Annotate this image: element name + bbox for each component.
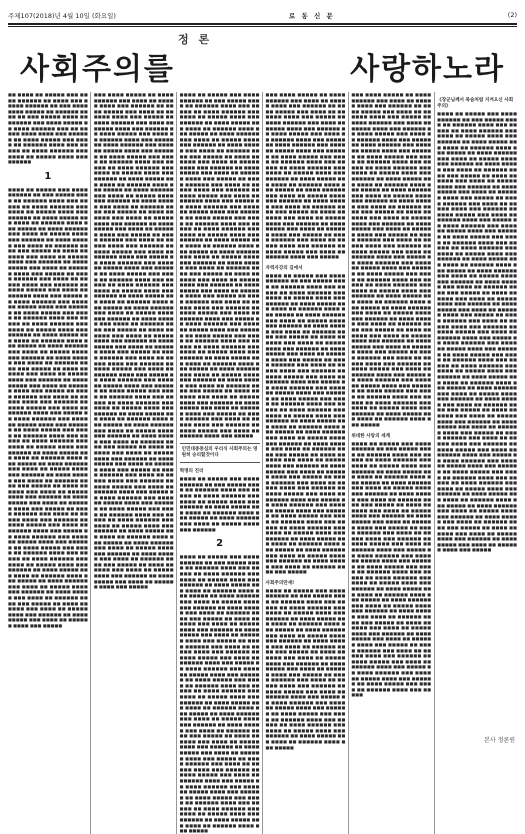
article-kicker: 정 론: [178, 33, 213, 46]
masthead: [8, 8, 517, 22]
column-1: [8, 92, 88, 834]
column-6: [437, 92, 517, 834]
body-text: ■■■■ ■■ ■■■■■ ■■■ ■■■■ ■■■■■■ ■■ ■■■ ■■■■■ ■■■■ ■■ ■■■■■■ ■■■■ ■■■ ■■■■■ ■■ ■■■■ ■■■■■■ ■■■ ■■■■ ■■ ■■■■■ ■■■■ ■■■ ■■■■■■ ■■ ■■■■ ■■■■■ ■■■ ■■■■ ■■ ■■■■■■ ■■■■ ■■■ ■■■■■ ■■ ■■■■ ■■■■■■ ■■■ ■■■■ ■■ ■■■■■ ■■■■ ■■■ ■■■■■■ ■■ ■■■■ ■■■■■ ■■■ ■■■■ ■■ ■■■■■■ ■■■■ ■■■ ■■■■■ ■■ ■■■■ ■■■■■■ ■■■ ■■■■ ■■ ■■■■■ ■■■■ ■■■ ■■■■■■ ■■ ■■■■ ■■■■■ ■■■ ■■■■ ■■ ■■■■■■ ■■■■ ■■■ ■■■■■ ■■ ■■■■ ■■■■■■ ■■■ ■■■■ ■■ ■■■■■ ■■■■ ■■■ ■■■■■■ ■■ ■■■■ ■■■■■ ■■■ ■■■■ ■■ ■■■■■■ ■■■■ ■■■ ■■■■■ ■■ ■■■■ ■■■■■■ ■■■ ■■■■ ■■ ■■■■■ ■■■■ ■■■ ■■■■■■ ■■ ■■■■ ■■■■■ ■■■ ■■■■ ■■ ■■■■■■ ■■■■ ■■■ ■■■■■ ■■ ■■■■ ■■■■■■ ■■■ ■■■■ ■■ ■■■■■ ■■■■ ■■■ ■■■■■■ ■■ ■■■■ ■■■■■ ■■■ ■■■■ ■■ ■■■■■■ ■■■■ ■■■ ■■■■■ ■■ ■■■■ ■■■■■■ ■■■ ■■■■ ■■ ■■■■■ ■■■■ ■■■ ■■■■■■ ■■ ■■■■ ■■■■■ ■■■ ■■■■ ■■ ■■■■■■ ■■■■ ■■■ ■■■■■ ■■ ■■■■ ■■■■■■ ■■■ ■■■■ ■■ ■■■■■ ■■■■ ■■■ ■■■■■■ ■■ ■■■■ ■■■■■ ■■■ ■■■■ ■■ ■■■■■■ ■■■■ ■■■ ■■■■■ ■■ ■■■■ ■■■■■■ ■■■ ■■■■ ■■ ■■■■■ ■■■■ ■■■ ■■■■■■ ■■ ■■■■ ■■■■■ ■■■ ■■■■ ■■ ■■■■■■ ■■■■ ■■■ ■■■■■ ■■ ■■■■ ■■■■■■ ■■■ ■■■■ ■■ ■■■■■ ■■■■ ■■■ ■■■■■■ ■■ ■■■■ ■■■■■ ■■■ ■■■■ ■■ ■■■■■■ ■■■■ ■■■ ■■■■■ ■■ ■■■■ ■■■■■■ ■■■ ■■■■ ■■ ■■■■■ ■■■■ ■■■ ■■■■■■ ■■ ■■■■ ■■■■■ ■■■ ■■■■ ■■ ■■■■■■ ■■■■ ■■■ ■■■■■ ■■ ■■■■ ■■■■■■ ■■■ ■■■■ ■■ ■■■■■ ■■■■ ■■■ ■■■■■■ ■■ ■■■■ ■■■■■ ■■■ ■■■■ ■■ ■■■■■■ ■■■■ ■■■ ■■■■■: [265, 272, 346, 575]
body-text: ■■■■ ■■ ■■■■■ ■■■ ■■■■ ■■■■■■ ■■ ■■■ ■■■■■ ■■■■ ■■ ■■■■■■ ■■■■ ■■■ ■■■■■ ■■ ■■■■ ■■■■■■ ■■■ ■■■■ ■■ ■■■■■ ■■■■ ■■■ ■■■■■■ ■■ ■■■■ ■■■■■ ■■■ ■■■■ ■■ ■■■■■■ ■■■■ ■■■ ■■■■■ ■■ ■■■■ ■■■■■■ ■■■ ■■■■ ■■ ■■■■■ ■■■■ ■■■ ■■■■■■ ■■ ■■■■ ■■■■■ ■■■ ■■■■ ■■ ■■■■■■ ■■■■ ■■■ ■■■■■ ■■ ■■■■ ■■■■■■ ■■■ ■■■■ ■■ ■■■■■ ■■■■ ■■■ ■■■■■■ ■■ ■■■■ ■■■■■ ■■■ ■■■■ ■■ ■■■■■■ ■■■■ ■■■ ■■■■■ ■■ ■■■■ ■■■■■■ ■■■ ■■■■ ■■ ■■■■■ ■■■■ ■■■ ■■■■■■ ■■ ■■■■ ■■■■■ ■■■ ■■■■ ■■ ■■■■■■ ■■■■ ■■■ ■■■■■ ■■ ■■■■ ■■■■■■ ■■■ ■■■■ ■■ ■■■■■ ■■■■ ■■■ ■■■■■■ ■■ ■■■■ ■■■■■ ■■■ ■■■■ ■■ ■■■■■■ ■■■■ ■■■ ■■■■■ ■■ ■■■■ ■■■■■■ ■■■ ■■■■ ■■ ■■■■■ ■■■■ ■■■ ■■■■■■ ■■ ■■■■ ■■■■■ ■■■ ■■■■ ■■ ■■■■■■ ■■■■ ■■■ ■■■■■ ■■ ■■■■ ■■■■■■ ■■■ ■■■■ ■■ ■■■■■ ■■■■ ■■■ ■■■■■■ ■■ ■■■■ ■■■■■ ■■■ ■■■■ ■■ ■■■■■■ ■■■■ ■■■ ■■■■■ ■■ ■■■■ ■■■■■■ ■■■ ■■■■ ■■ ■■■■■ ■■■■ ■■■ ■■■■■■ ■■ ■■■■ ■■■■■ ■■■ ■■■■ ■■ ■■■■■■ ■■■■ ■■■ ■■■■■ ■■ ■■■■ ■■■■■■ ■■■ ■■■■ ■■ ■■■■■ ■■■■ ■■■ ■■■■■■ ■■ ■■■■ ■■■■■ ■■■ ■■■■ ■■ ■■■■■■ ■■■■ ■■■ ■■■■■ ■■ ■■■■ ■■■■■■ ■■■ ■■■■ ■■ ■■■■■ ■■■■ ■■■ ■■■■■■ ■■ ■■■■ ■■■■■ ■■■ ■■■■ ■■ ■■■■■■ ■■■■ ■■■ ■■■■■ ■■ ■■■■ ■■■■■■ ■■■ ■■■■ ■■ ■■■■■ ■■■■ ■■■ ■■■■■■ ■■ ■■■■ ■■■■■ ■■■ ■■■■ ■■ ■■■■■■ ■■■■ ■■■ ■■■■■ ■■ ■■■■ ■■■■■■ ■■■ ■■■■ ■■ ■■■■■ ■■■■ ■■■ ■■■■■■ ■■ ■■■■ ■■■■■ ■■■ ■■■■ ■■ ■■■■■■ ■■■■ ■■■ ■■■■■ ■■ ■■■■ ■■■■■■ ■■■ ■■■■ ■■ ■■■■■ ■■■■ ■■■ ■■■■■■ ■■ ■■■■ ■■■■■ ■■■ ■■■■ ■■ ■■■■■■ ■■■■ ■■■ ■■■■■ ■■ ■■■■ ■■■■■■ ■■■ ■■■■ ■■ ■■■■■ ■■■■ ■■■ ■■■■■■ ■■ ■■■■ ■■■■■ ■■■ ■■■■ ■■ ■■■■■■ ■■■■ ■■■ ■■■■■: [179, 92, 260, 439]
body-text: ■■■■ ■■ ■■■■■ ■■■ ■■■■ ■■■■■■ ■■ ■■■ ■■■■■ ■■■■ ■■ ■■■■■■ ■■■■ ■■■ ■■■■■ ■■ ■■■■ ■■■■■■ ■■■ ■■■■ ■■ ■■■■■ ■■■■ ■■■ ■■■■■■ ■■ ■■■■ ■■■■■ ■■■ ■■■■ ■■ ■■■■■■ ■■■■ ■■■ ■■■■■ ■■ ■■■■ ■■■■■■ ■■■ ■■■■ ■■ ■■■■■ ■■■■ ■■■ ■■■■■■ ■■ ■■■■ ■■■■■ ■■■ ■■■■ ■■ ■■■■■■ ■■■■ ■■■ ■■■■■ ■■ ■■■■ ■■■■■■ ■■■ ■■■■ ■■ ■■■■■ ■■■■ ■■■ ■■■■■■ ■■ ■■■■ ■■■■■ ■■■ ■■■■ ■■ ■■■■■■ ■■■■ ■■■ ■■■■■ ■■ ■■■■ ■■■■■■ ■■■ ■■■■ ■■ ■■■■■ ■■■■ ■■■ ■■■■■■ ■■ ■■■■ ■■■■■ ■■■ ■■■■ ■■ ■■■■■■ ■■■■ ■■■ ■■■■■ ■■ ■■■■ ■■■■■■ ■■■ ■■■■ ■■ ■■■■■ ■■■■ ■■■ ■■■■■■ ■■ ■■■■ ■■■■■ ■■■ ■■■■ ■■ ■■■■■■ ■■■■ ■■■ ■■■■■ ■■ ■■■■ ■■■■■■ ■■■ ■■■■ ■■ ■■■■■ ■■■■ ■■■ ■■■■■■ ■■ ■■■■ ■■■■■ ■■■ ■■■■ ■■ ■■■■■■ ■■■■ ■■■ ■■■■■ ■■ ■■■■ ■■■■■■ ■■■ ■■■■ ■■ ■■■■■ ■■■■ ■■■ ■■■■■■ ■■ ■■■■ ■■■■■ ■■■ ■■■■ ■■ ■■■■■■ ■■■■ ■■■ ■■■■■ ■■ ■■■■ ■■■■■■ ■■■ ■■■■ ■■ ■■■■■ ■■■■ ■■■ ■■■■■■ ■■ ■■■■ ■■■■■ ■■■ ■■■■ ■■ ■■■■■■ ■■■■ ■■■ ■■■■■ ■■ ■■■■ ■■■■■■ ■■■ ■■■■ ■■ ■■■■■ ■■■■ ■■■ ■■■■■■ ■■ ■■■■ ■■■■■ ■■■ ■■■■ ■■ ■■■■■■ ■■■■ ■■■ ■■■■■ ■■ ■■■■ ■■■■■■ ■■■ ■■■■ ■■ ■■■■■ ■■■■ ■■■ ■■■■■■ ■■ ■■■■ ■■■■■ ■■■ ■■■■ ■■ ■■■■■■ ■■■■ ■■■ ■■■■■: [351, 440, 432, 698]
body-text: ■■■■ ■■ ■■■■■ ■■■ ■■■■ ■■■■■■ ■■ ■■■ ■■■■■ ■■■■ ■■ ■■■■■■ ■■■■ ■■■ ■■■■■ ■■ ■■■■ ■■■■■■ ■■■ ■■■■ ■■ ■■■■■ ■■■■ ■■■ ■■■■■■ ■■ ■■■■ ■■■■■ ■■■ ■■■■ ■■ ■■■■■■ ■■■■ ■■■ ■■■■■ ■■ ■■■■ ■■■■■■ ■■■ ■■■■ ■■ ■■■■■ ■■■■ ■■■ ■■■■■■ ■■ ■■■■ ■■■■■ ■■■ ■■■■ ■■ ■■■■■■ ■■■■ ■■■ ■■■■■ ■■ ■■■■ ■■■■■■ ■■■ ■■■■ ■■ ■■■■■ ■■■■ ■■■ ■■■■■■ ■■ ■■■■ ■■■■■ ■■■ ■■■■ ■■ ■■■■■■ ■■■■ ■■■ ■■■■■ ■■ ■■■■ ■■■■■■ ■■■ ■■■■ ■■ ■■■■■ ■■■■ ■■■ ■■■■■■ ■■ ■■■■ ■■■■■ ■■■ ■■■■ ■■ ■■■■■■ ■■■■ ■■■ ■■■■■ ■■ ■■■■ ■■■■■■ ■■■ ■■■■ ■■ ■■■■■ ■■■■ ■■■ ■■■■■■ ■■ ■■■■ ■■■■■ ■■■ ■■■■ ■■ ■■■■■■ ■■■■ ■■■ ■■■■■ ■■ ■■■■ ■■■■■■ ■■■ ■■■■ ■■ ■■■■■ ■■■■ ■■■ ■■■■■■ ■■ ■■■■ ■■■■■ ■■■ ■■■■ ■■ ■■■■■■ ■■■■ ■■■ ■■■■■ ■■ ■■■■ ■■■■■■ ■■■ ■■■■ ■■ ■■■■■ ■■■■ ■■■ ■■■■■■ ■■ ■■■■ ■■■■■ ■■■ ■■■■ ■■ ■■■■■■ ■■■■ ■■■ ■■■■■ ■■ ■■■■ ■■■■■■ ■■■ ■■■■ ■■ ■■■■■ ■■■■ ■■■ ■■■■■■ ■■ ■■■■ ■■■■■ ■■■ ■■■■ ■■ ■■■■■■ ■■■■ ■■■ ■■■■■ ■■ ■■■■ ■■■■■■ ■■■ ■■■■ ■■ ■■■■■ ■■■■ ■■■ ■■■■■■ ■■ ■■■■ ■■■■■ ■■■ ■■■■ ■■ ■■■■■■ ■■■■ ■■■ ■■■■■ ■■ ■■■■ ■■■■■■ ■■■ ■■■■ ■■ ■■■■■ ■■■■ ■■■ ■■■■■■ ■■ ■■■■ ■■■■■ ■■■ ■■■■ ■■ ■■■■■■ ■■■■ ■■■ ■■■■■ ■■ ■■■■ ■■■■■■ ■■■ ■■■■ ■■ ■■■■■ ■■■■ ■■■ ■■■■■■ ■■ ■■■■ ■■■■■ ■■■ ■■■■ ■■ ■■■■■■ ■■■■ ■■■ ■■■■■: [179, 554, 260, 834]
body-text: ■■ ■■■■ ■■ ■■■■■ ■■■ ■■■■ ■■■■■■ ■■ ■■■■ ■■■ ■■■■■ ■■■■■■ ■■ ■■■ ■■■■ ■■■■ ■■■■■ ■■ ■■■■■■ ■■■■ ■■ ■■■ ■■■■■ ■■■■ ■■ ■■■■■■ ■■■ ■■■■ ■■■■■ ■■ ■■■■ ■■■■■■ ■■■ ■■ ■■■■■ ■■■■ ■■■■ ■■■ ■■■■■■ ■■ ■■■■ ■■■■■ ■■■ ■■■■ ■■ ■■■■■■ ■■■■ ■■■ ■■■■■ ■■ ■■■■ ■■■■■■ ■■■ ■■■■ ■■ ■■■■■ ■■■■ ■■■ ■■■■■■: [8, 92, 88, 165]
subheading: 위대한 사랑의 세계: [351, 433, 391, 439]
body-text: ■■■ ■■■■ ■■■■■ ■■ ■■■■ ■■■■■■ ■■■ ■■■■ ■■ ■■■■■ ■■■■ ■■■ ■■■■■■ ■■ ■■■■ ■■■■■ ■■■ ■■■■ ■■ ■■■■■■ ■■■■ ■■■ ■■■■■ ■■ ■■■■ ■■■■■■ ■■■ ■■■■ ■■ ■■■■■ ■■■■ ■■■ ■■■■■■ ■■ ■■■■ ■■■■■ ■■■ ■■■■ ■■ ■■■■■■ ■■■■ ■■■ ■■■■■ ■■ ■■■■ ■■■■■■ ■■■ ■■■■ ■■ ■■■■■ ■■■■ ■■■ ■■■■■■ ■■ ■■■■ ■■■■■ ■■■ ■■■■ ■■ ■■■■■■ ■■■■ ■■■ ■■■■■ ■■ ■■■■ ■■■■■■ ■■■ ■■■■ ■■ ■■■■■ ■■■■ ■■■ ■■■■■■ ■■ ■■■■ ■■■■■ ■■■ ■■■■ ■■ ■■■■■■ ■■■■ ■■■ ■■■■■ ■■ ■■■■ ■■■■■■ ■■■ ■■■■ ■■ ■■■■■ ■■■■ ■■■ ■■■■■■ ■■ ■■■■ ■■■■■ ■■■ ■■■■ ■■ ■■■■■■ ■■■■ ■■■ ■■■■■ ■■ ■■■■ ■■■■■■ ■■■ ■■■■ ■■ ■■■■■ ■■■■ ■■■ ■■■■■■ ■■ ■■■■ ■■■■■ ■■■ ■■■■ ■■ ■■■■■■ ■■■■ ■■■ ■■■■■ ■■ ■■■■ ■■■■■■ ■■■ ■■■■ ■■ ■■■■■ ■■■■ ■■■ ■■■■■■ ■■ ■■■■ ■■■■■ ■■■ ■■■■ ■■ ■■■■■■ ■■■■ ■■■ ■■■■■: [265, 92, 346, 260]
column-4: [266, 92, 346, 834]
body-text: ■■■■ ■■ ■■■■■ ■■■ ■■■■ ■■■■■■ ■■ ■■■ ■■■■■ ■■■■ ■■ ■■■■■■ ■■■■ ■■■ ■■■■■ ■■ ■■■■ ■■■■■■ ■■■ ■■■■ ■■ ■■■■■ ■■■■ ■■■ ■■■■■■ ■■ ■■■■ ■■■■■ ■■■ ■■■■ ■■ ■■■■■■ ■■■■ ■■■ ■■■■■ ■■ ■■■■ ■■■■■■ ■■■ ■■■■ ■■ ■■■■■ ■■■■ ■■■ ■■■■■■ ■■ ■■■■ ■■■■■ ■■■ ■■■■ ■■ ■■■■■■ ■■■■ ■■■ ■■■■■ ■■ ■■■■ ■■■■■■ ■■■ ■■■■ ■■ ■■■■■ ■■■■ ■■■ ■■■■■■ ■■ ■■■■ ■■■■■ ■■■ ■■■■ ■■ ■■■■■■ ■■■■ ■■■ ■■■■■ ■■ ■■■■ ■■■■■■ ■■■ ■■■■ ■■ ■■■■■ ■■■■ ■■■ ■■■■■■ ■■ ■■■■ ■■■■■ ■■■ ■■■■ ■■ ■■■■■■ ■■■■ ■■■ ■■■■■ ■■ ■■■■ ■■■■■■ ■■■ ■■■■ ■■ ■■■■■ ■■■■ ■■■ ■■■■■■ ■■ ■■■■ ■■■■■ ■■■ ■■■■ ■■ ■■■■■■ ■■■■ ■■■ ■■■■■ ■■ ■■■■ ■■■■■■ ■■■ ■■■■ ■■ ■■■■■ ■■■■ ■■■ ■■■■■■ ■■ ■■■■ ■■■■■ ■■■ ■■■■ ■■ ■■■■■■ ■■■■ ■■■ ■■■■■: [265, 587, 346, 750]
body-text: ■■■ ■■■■ ■■■■■ ■■ ■■■■ ■■■■■■ ■■■ ■■■■ ■■ ■■■■■ ■■■■ ■■■ ■■■■■■ ■■ ■■■■ ■■■■■ ■■■ ■■■■ ■■ ■■■■■■ ■■■■ ■■■ ■■■■■ ■■ ■■■■ ■■■■■■ ■■■ ■■■■ ■■ ■■■■■ ■■■■ ■■■ ■■■■■■ ■■ ■■■■ ■■■■■ ■■■ ■■■■ ■■ ■■■■■■ ■■■■ ■■■ ■■■■■ ■■ ■■■■ ■■■■■■ ■■■ ■■■■ ■■ ■■■■■ ■■■■ ■■■ ■■■■■■ ■■ ■■■■ ■■■■■ ■■■ ■■■■ ■■ ■■■■■■ ■■■■ ■■■ ■■■■■ ■■ ■■■■ ■■■■■■ ■■■ ■■■■ ■■ ■■■■■ ■■■■ ■■■ ■■■■■■ ■■ ■■■■ ■■■■■ ■■■ ■■■■ ■■ ■■■■■■ ■■■■ ■■■ ■■■■■ ■■ ■■■■ ■■■■■■ ■■■ ■■■■ ■■ ■■■■■ ■■■■ ■■■ ■■■■■■ ■■ ■■■■ ■■■■■ ■■■ ■■■■ ■■ ■■■■■■ ■■■■ ■■■ ■■■■■ ■■ ■■■■ ■■■■■■ ■■■ ■■■■ ■■ ■■■■■ ■■■■ ■■■ ■■■■■■ ■■ ■■■■ ■■■■■ ■■■ ■■■■ ■■ ■■■■■■ ■■■■ ■■■ ■■■■■ ■■ ■■■■ ■■■■■■ ■■■ ■■■■ ■■ ■■■■■ ■■■■ ■■■ ■■■■■■ ■■ ■■■■ ■■■■■ ■■■ ■■■■ ■■ ■■■■■■ ■■■■ ■■■ ■■■■■ ■■ ■■■■ ■■■■■■ ■■■ ■■■■ ■■ ■■■■■ ■■■■ ■■■ ■■■■■■ ■■ ■■■■ ■■■■■ ■■■ ■■■■ ■■ ■■■■■■ ■■■■ ■■■ ■■■■■ ■■ ■■■■ ■■■■■■ ■■■ ■■■■ ■■ ■■■■■ ■■■■ ■■■ ■■■■■■ ■■ ■■■■ ■■■■■ ■■■ ■■■■ ■■ ■■■■■■ ■■■■ ■■■ ■■■■■ ■■ ■■■■ ■■■■■■ ■■■ ■■■■ ■■ ■■■■■ ■■■■ ■■■ ■■■■■■ ■■ ■■■■ ■■■■■ ■■■ ■■■■ ■■ ■■■■■■ ■■■■ ■■■ ■■■■■ ■■ ■■■■ ■■■■■■ ■■■ ■■■■ ■■ ■■■■■ ■■■■ ■■■ ■■■■■■ ■■ ■■■■ ■■■■■ ■■■ ■■■■ ■■ ■■■■■■ ■■■■ ■■■ ■■■■■ ■■ ■■■■ ■■■■■■ ■■■ ■■■■ ■■ ■■■■■ ■■■■ ■■■ ■■■■■■ ■■ ■■■■ ■■■■■ ■■■ ■■■■ ■■ ■■■■■■ ■■■■ ■■■ ■■■■■ ■■ ■■■■ ■■■■■■ ■■■ ■■■■ ■■ ■■■■■ ■■■■ ■■■ ■■■■■■ ■■ ■■■■ ■■■■■ ■■■ ■■■■ ■■ ■■■■■■ ■■■■ ■■■ ■■■■■ ■■ ■■■■ ■■■■■■ ■■■ ■■■■ ■■ ■■■■■ ■■■■ ■■■ ■■■■■■ ■■ ■■■■ ■■■■■ ■■■ ■■■■ ■■ ■■■■■■ ■■■■ ■■■ ■■■■■ ■■ ■■■■ ■■■■■■ ■■■ ■■■■ ■■ ■■■■■ ■■■■ ■■■ ■■■■■■ ■■ ■■■■ ■■■■■ ■■■ ■■■■ ■■ ■■■■■■ ■■■■ ■■■ ■■■■■ ■■ ■■■■ ■■■■■■ ■■■ ■■■■ ■■ ■■■■■ ■■■■ ■■■ ■■■■■■ ■■ ■■■■ ■■■■■ ■■■ ■■■■ ■■ ■■■■■■ ■■■■ ■■■ ■■■■■ ■■ ■■■■ ■■■■■■ ■■■ ■■■■ ■■ ■■■■■ ■■■■ ■■■ ■■■■■■ ■■ ■■■■ ■■■■■ ■■■ ■■■■ ■■ ■■■■■■ ■■■■ ■■■ ■■■■■ ■■ ■■■■ ■■■■■■ ■■■ ■■■■ ■■ ■■■■■ ■■■■ ■■■ ■■■■■■ ■■ ■■■■ ■■■■■ ■■■ ■■■■ ■■ ■■■■■■ ■■■■ ■■■ ■■■■■ ■■ ■■■■ ■■■■■■ ■■■ ■■■■ ■■ ■■■■■ ■■■■ ■■■ ■■■■■■ ■■ ■■■■ ■■■■■ ■■■ ■■■■ ■■ ■■■■■■ ■■■■ ■■■ ■■■■■ ■■ ■■■■ ■■■■■■ ■■■ ■■■■ ■■ ■■■■■ ■■■■ ■■■ ■■■■■■ ■■ ■■■■ ■■■■■ ■■■ ■■■■ ■■ ■■■■■■ ■■■■ ■■■ ■■■■■ ■■ ■■■■ ■■■■■■ ■■■ ■■■■ ■■ ■■■■■ ■■■■ ■■■ ■■■■■■ ■■ ■■■■ ■■■■■ ■■■ ■■■■ ■■ ■■■■■■ ■■■■ ■■■ ■■■■■: [93, 92, 174, 590]
masthead-rule-thin: [8, 26, 517, 27]
body-text: ■■■■ ■■ ■■■■■ ■■■ ■■■■ ■■■■■■ ■■ ■■■ ■■■■■ ■■■■ ■■ ■■■■■■ ■■■■ ■■■ ■■■■■ ■■ ■■■■ ■■■■■■ ■■■ ■■■■ ■■ ■■■■■ ■■■■ ■■■ ■■■■■■ ■■ ■■■■ ■■■■■ ■■■ ■■■■ ■■ ■■■■■■ ■■■■ ■■■ ■■■■■ ■■ ■■■■ ■■■■■■ ■■■ ■■■■ ■■ ■■■■■ ■■■■ ■■■ ■■■■■■ ■■ ■■■■ ■■■■■ ■■■ ■■■■ ■■ ■■■■■■ ■■■■ ■■■ ■■■■■ ■■ ■■■■ ■■■■■■ ■■■ ■■■■ ■■ ■■■■■ ■■■■ ■■■ ■■■■■■ ■■ ■■■■ ■■■■■ ■■■ ■■■■ ■■ ■■■■■■ ■■■■ ■■■ ■■■■■ ■■ ■■■■ ■■■■■■ ■■■ ■■■■ ■■ ■■■■■ ■■■■ ■■■ ■■■■■■ ■■ ■■■■ ■■■■■ ■■■ ■■■■ ■■ ■■■■■■ ■■■■ ■■■ ■■■■■ ■■ ■■■■ ■■■■■■ ■■■ ■■■■ ■■ ■■■■■ ■■■■ ■■■ ■■■■■■ ■■ ■■■■ ■■■■■ ■■■ ■■■■ ■■ ■■■■■■ ■■■■ ■■■ ■■■■■ ■■ ■■■■ ■■■■■■ ■■■ ■■■■ ■■ ■■■■■ ■■■■ ■■■ ■■■■■■ ■■ ■■■■ ■■■■■ ■■■ ■■■■ ■■ ■■■■■■ ■■■■ ■■■ ■■■■■ ■■ ■■■■ ■■■■■■ ■■■ ■■■■ ■■ ■■■■■ ■■■■ ■■■ ■■■■■■ ■■ ■■■■ ■■■■■ ■■■ ■■■■ ■■ ■■■■■■ ■■■■ ■■■ ■■■■■ ■■ ■■■■ ■■■■■■ ■■■ ■■■■ ■■ ■■■■■ ■■■■ ■■■ ■■■■■■ ■■ ■■■■ ■■■■■ ■■■ ■■■■ ■■ ■■■■■■ ■■■■ ■■■ ■■■■■ ■■ ■■■■ ■■■■■■ ■■■ ■■■■ ■■ ■■■■■ ■■■■ ■■■ ■■■■■■ ■■ ■■■■ ■■■■■ ■■■ ■■■■ ■■ ■■■■■■ ■■■■ ■■■ ■■■■■ ■■ ■■■■ ■■■■■■ ■■■ ■■■■ ■■ ■■■■■ ■■■■ ■■■ ■■■■■■ ■■ ■■■■ ■■■■■ ■■■ ■■■■ ■■ ■■■■■■ ■■■■ ■■■ ■■■■■ ■■ ■■■■ ■■■■■■ ■■■ ■■■■ ■■ ■■■■■ ■■■■ ■■■ ■■■■■■ ■■ ■■■■ ■■■■■ ■■■ ■■■■ ■■ ■■■■■■ ■■■■ ■■■ ■■■■■ ■■ ■■■■ ■■■■■■ ■■■ ■■■■ ■■ ■■■■■ ■■■■ ■■■ ■■■■■■ ■■ ■■■■ ■■■■■ ■■■ ■■■■ ■■ ■■■■■■ ■■■■ ■■■ ■■■■■ ■■ ■■■■ ■■■■■■ ■■■ ■■■■ ■■ ■■■■■ ■■■■ ■■■ ■■■■■■ ■■ ■■■■ ■■■■■ ■■■ ■■■■ ■■ ■■■■■■ ■■■■ ■■■ ■■■■■ ■■ ■■■■ ■■■■■■ ■■■ ■■■■ ■■ ■■■■■ ■■■■ ■■■ ■■■■■■ ■■ ■■■■ ■■■■■ ■■■ ■■■■ ■■ ■■■■■■ ■■■■ ■■■ ■■■■■ ■■ ■■■■ ■■■■■■ ■■■ ■■■■ ■■ ■■■■■ ■■■■ ■■■ ■■■■■■ ■■ ■■■■ ■■■■■ ■■■ ■■■■ ■■ ■■■■■■ ■■■■ ■■■ ■■■■■ ■■ ■■■■ ■■■■■■ ■■■ ■■■■ ■■ ■■■■■ ■■■■ ■■■ ■■■■■■ ■■ ■■■■ ■■■■■ ■■■ ■■■■ ■■ ■■■■■■ ■■■■ ■■■ ■■■■■ ■■ ■■■■ ■■■■■■ ■■■ ■■■■ ■■ ■■■■■ ■■■■ ■■■ ■■■■■■ ■■ ■■■■ ■■■■■ ■■■ ■■■■ ■■ ■■■■■■ ■■■■ ■■■ ■■■■■ ■■ ■■■■ ■■■■■■ ■■■ ■■■■ ■■ ■■■■■ ■■■■ ■■■ ■■■■■■ ■■ ■■■■ ■■■■■ ■■■ ■■■■ ■■ ■■■■■■ ■■■■ ■■■ ■■■■■: [8, 186, 88, 629]
column-5: [351, 92, 431, 834]
paper-name: 로 동 신 문: [288, 11, 335, 20]
section-number-2: 2: [216, 538, 224, 550]
subheading: 자력자강의 길에서: [265, 265, 303, 271]
column-2: [94, 92, 174, 834]
callout-box: 인민대중중심의 우리식 사회주의는 영원히 승리할것이다: [180, 443, 260, 463]
section-number-1: 1: [44, 170, 52, 182]
body-text: ■■■■ ■■ ■■■■■ ■■■ ■■■■ ■■■■■■ ■■ ■■■ ■■■■■ ■■■■ ■■ ■■■■■■ ■■■■ ■■■ ■■■■■ ■■ ■■■■ ■■■■■■ ■■■ ■■■■ ■■ ■■■■■ ■■■■ ■■■ ■■■■■■ ■■ ■■■■ ■■■■■ ■■■ ■■■■ ■■ ■■■■■■ ■■■■ ■■■ ■■■■■ ■■ ■■■■ ■■■■■■ ■■■ ■■■■ ■■ ■■■■■ ■■■■ ■■■ ■■■■■■: [179, 476, 260, 532]
masthead-rule: [8, 23, 517, 25]
date-line: 주체107(2018)년 4월 10일 (화요일): [8, 11, 116, 20]
headline-word-1: 사회주의를: [20, 52, 175, 87]
subheading: 《장군님께서 목숨처럼 지켜오신 사회주의》: [437, 98, 514, 109]
subheading: 사회주의만세!: [265, 580, 295, 586]
body-text: ■■■■ ■■ ■■■■■ ■■■ ■■■■ ■■■■■■ ■■ ■■■ ■■■■■ ■■■■ ■■ ■■■■■■ ■■■■ ■■■ ■■■■■ ■■ ■■■■ ■■■■■■ ■■■ ■■■■ ■■ ■■■■■ ■■■■ ■■■ ■■■■■■ ■■ ■■■■ ■■■■■ ■■■ ■■■■ ■■ ■■■■■■ ■■■■ ■■■ ■■■■■ ■■ ■■■■ ■■■■■■ ■■■ ■■■■ ■■ ■■■■■ ■■■■ ■■■ ■■■■■■ ■■ ■■■■ ■■■■■ ■■■ ■■■■ ■■ ■■■■■■ ■■■■ ■■■ ■■■■■ ■■ ■■■■ ■■■■■■ ■■■ ■■■■ ■■ ■■■■■ ■■■■ ■■■ ■■■■■■ ■■ ■■■■ ■■■■■ ■■■ ■■■■ ■■ ■■■■■■ ■■■■ ■■■ ■■■■■ ■■ ■■■■ ■■■■■■ ■■■ ■■■■ ■■ ■■■■■ ■■■■ ■■■ ■■■■■■ ■■ ■■■■ ■■■■■ ■■■ ■■■■ ■■ ■■■■■■ ■■■■ ■■■ ■■■■■ ■■ ■■■■ ■■■■■■ ■■■ ■■■■ ■■ ■■■■■ ■■■■ ■■■ ■■■■■■ ■■ ■■■■ ■■■■■ ■■■ ■■■■ ■■ ■■■■■■ ■■■■ ■■■ ■■■■■ ■■ ■■■■ ■■■■■■ ■■■ ■■■■ ■■ ■■■■■ ■■■■ ■■■ ■■■■■■ ■■ ■■■■ ■■■■■ ■■■ ■■■■ ■■ ■■■■■■ ■■■■ ■■■ ■■■■■ ■■ ■■■■ ■■■■■■ ■■■ ■■■■ ■■ ■■■■■ ■■■■ ■■■ ■■■■■■ ■■ ■■■■ ■■■■■ ■■■ ■■■■ ■■ ■■■■■■ ■■■■ ■■■ ■■■■■ ■■ ■■■■ ■■■■■■ ■■■ ■■■■ ■■ ■■■■■ ■■■■ ■■■ ■■■■■■ ■■ ■■■■ ■■■■■ ■■■ ■■■■ ■■ ■■■■■■ ■■■■ ■■■ ■■■■■ ■■ ■■■■ ■■■■■■ ■■■ ■■■■ ■■ ■■■■■ ■■■■ ■■■ ■■■■■■ ■■ ■■■■ ■■■■■ ■■■ ■■■■ ■■ ■■■■■■ ■■■■ ■■■ ■■■■■ ■■ ■■■■ ■■■■■■ ■■■ ■■■■ ■■ ■■■■■ ■■■■ ■■■ ■■■■■■ ■■ ■■■■ ■■■■■ ■■■ ■■■■ ■■ ■■■■■■ ■■■■ ■■■ ■■■■■ ■■ ■■■■ ■■■■■■ ■■■ ■■■■ ■■ ■■■■■ ■■■■ ■■■ ■■■■■■ ■■ ■■■■ ■■■■■ ■■■ ■■■■ ■■ ■■■■■■ ■■■■ ■■■ ■■■■■ ■■ ■■■■ ■■■■■■ ■■■ ■■■■ ■■ ■■■■■ ■■■■ ■■■ ■■■■■■ ■■ ■■■■ ■■■■■ ■■■ ■■■■ ■■ ■■■■■■ ■■■■ ■■■ ■■■■■ ■■ ■■■■ ■■■■■■ ■■■ ■■■■ ■■ ■■■■■ ■■■■ ■■■ ■■■■■■ ■■ ■■■■ ■■■■■ ■■■ ■■■■ ■■ ■■■■■■ ■■■■ ■■■ ■■■■■ ■■ ■■■■ ■■■■■■ ■■■ ■■■■ ■■ ■■■■■ ■■■■ ■■■ ■■■■■■ ■■ ■■■■ ■■■■■ ■■■ ■■■■ ■■ ■■■■■■ ■■■■ ■■■ ■■■■■ ■■ ■■■■ ■■■■■■ ■■■ ■■■■ ■■ ■■■■■ ■■■■ ■■■ ■■■■■■ ■■ ■■■■ ■■■■■ ■■■ ■■■■ ■■ ■■■■■■ ■■■■ ■■■ ■■■■■ ■■ ■■■■ ■■■■■■ ■■■ ■■■■ ■■ ■■■■■ ■■■■ ■■■ ■■■■■■ ■■ ■■■■ ■■■■■ ■■■ ■■■■ ■■ ■■■■■■ ■■■■ ■■■ ■■■■■ ■■ ■■■■ ■■■■■■ ■■■ ■■■■ ■■ ■■■■■ ■■■■ ■■■ ■■■■■■ ■■ ■■■■ ■■■■■ ■■■ ■■■■ ■■ ■■■■■■ ■■■■ ■■■ ■■■■■ ■■ ■■■■ ■■■■■■ ■■■ ■■■■ ■■ ■■■■■ ■■■■ ■■■ ■■■■■■ ■■ ■■■■ ■■■■■ ■■■ ■■■■ ■■ ■■■■■■ ■■■■ ■■■ ■■■■■: [437, 111, 517, 553]
headline-word-2: 사랑하노라: [350, 52, 505, 87]
article-headline: [20, 46, 505, 86]
column-3: [180, 92, 260, 834]
body-text: ■■■ ■■■■ ■■■■■ ■■ ■■■■ ■■■■■■ ■■■ ■■■■ ■■ ■■■■■ ■■■■ ■■■ ■■■■■■ ■■ ■■■■ ■■■■■ ■■■ ■■■■ ■■ ■■■■■■ ■■■■ ■■■ ■■■■■ ■■ ■■■■ ■■■■■■ ■■■ ■■■■ ■■ ■■■■■ ■■■■ ■■■ ■■■■■■ ■■ ■■■■ ■■■■■ ■■■ ■■■■ ■■ ■■■■■■ ■■■■ ■■■ ■■■■■ ■■ ■■■■ ■■■■■■ ■■■ ■■■■ ■■ ■■■■■ ■■■■ ■■■ ■■■■■■ ■■ ■■■■ ■■■■■ ■■■ ■■■■ ■■ ■■■■■■ ■■■■ ■■■ ■■■■■ ■■ ■■■■ ■■■■■■ ■■■ ■■■■ ■■ ■■■■■ ■■■■ ■■■ ■■■■■■ ■■ ■■■■ ■■■■■ ■■■ ■■■■ ■■ ■■■■■■ ■■■■ ■■■ ■■■■■ ■■ ■■■■ ■■■■■■ ■■■ ■■■■ ■■ ■■■■■ ■■■■ ■■■ ■■■■■■ ■■ ■■■■ ■■■■■ ■■■ ■■■■ ■■ ■■■■■■ ■■■■ ■■■ ■■■■■ ■■ ■■■■ ■■■■■■ ■■■ ■■■■ ■■ ■■■■■ ■■■■ ■■■ ■■■■■■ ■■ ■■■■ ■■■■■ ■■■ ■■■■ ■■ ■■■■■■ ■■■■ ■■■ ■■■■■ ■■ ■■■■ ■■■■■■ ■■■ ■■■■ ■■ ■■■■■ ■■■■ ■■■ ■■■■■■ ■■ ■■■■ ■■■■■ ■■■ ■■■■ ■■ ■■■■■■ ■■■■ ■■■ ■■■■■ ■■ ■■■■ ■■■■■■ ■■■ ■■■■ ■■ ■■■■■ ■■■■ ■■■ ■■■■■■ ■■ ■■■■ ■■■■■ ■■■ ■■■■ ■■ ■■■■■■ ■■■■ ■■■ ■■■■■ ■■ ■■■■ ■■■■■■ ■■■ ■■■■ ■■ ■■■■■ ■■■■ ■■■ ■■■■■■ ■■ ■■■■ ■■■■■ ■■■ ■■■■ ■■ ■■■■■■ ■■■■ ■■■ ■■■■■ ■■ ■■■■ ■■■■■■ ■■■ ■■■■ ■■ ■■■■■ ■■■■ ■■■ ■■■■■■ ■■ ■■■■ ■■■■■ ■■■ ■■■■ ■■ ■■■■■■ ■■■■ ■■■ ■■■■■ ■■ ■■■■ ■■■■■■ ■■■ ■■■■ ■■ ■■■■■ ■■■■ ■■■ ■■■■■■ ■■ ■■■■ ■■■■■ ■■■ ■■■■ ■■ ■■■■■■ ■■■■ ■■■ ■■■■■ ■■ ■■■■ ■■■■■■ ■■■ ■■■■ ■■ ■■■■■ ■■■■ ■■■ ■■■■■■ ■■ ■■■■ ■■■■■ ■■■ ■■■■ ■■ ■■■■■■ ■■■■ ■■■ ■■■■■ ■■ ■■■■ ■■■■■■ ■■■ ■■■■ ■■ ■■■■■ ■■■■ ■■■ ■■■■■■ ■■ ■■■■ ■■■■■ ■■■ ■■■■ ■■ ■■■■■■ ■■■■ ■■■ ■■■■■ ■■ ■■■■ ■■■■■■ ■■■ ■■■■ ■■ ■■■■■ ■■■■ ■■■ ■■■■■■ ■■ ■■■■ ■■■■■ ■■■ ■■■■ ■■ ■■■■■■ ■■■■ ■■■ ■■■■■: [351, 92, 432, 428]
subheading: 혁명의 진리: [179, 469, 204, 475]
byline: 본사 정론원: [484, 737, 515, 744]
page-number: (2): [507, 11, 517, 19]
